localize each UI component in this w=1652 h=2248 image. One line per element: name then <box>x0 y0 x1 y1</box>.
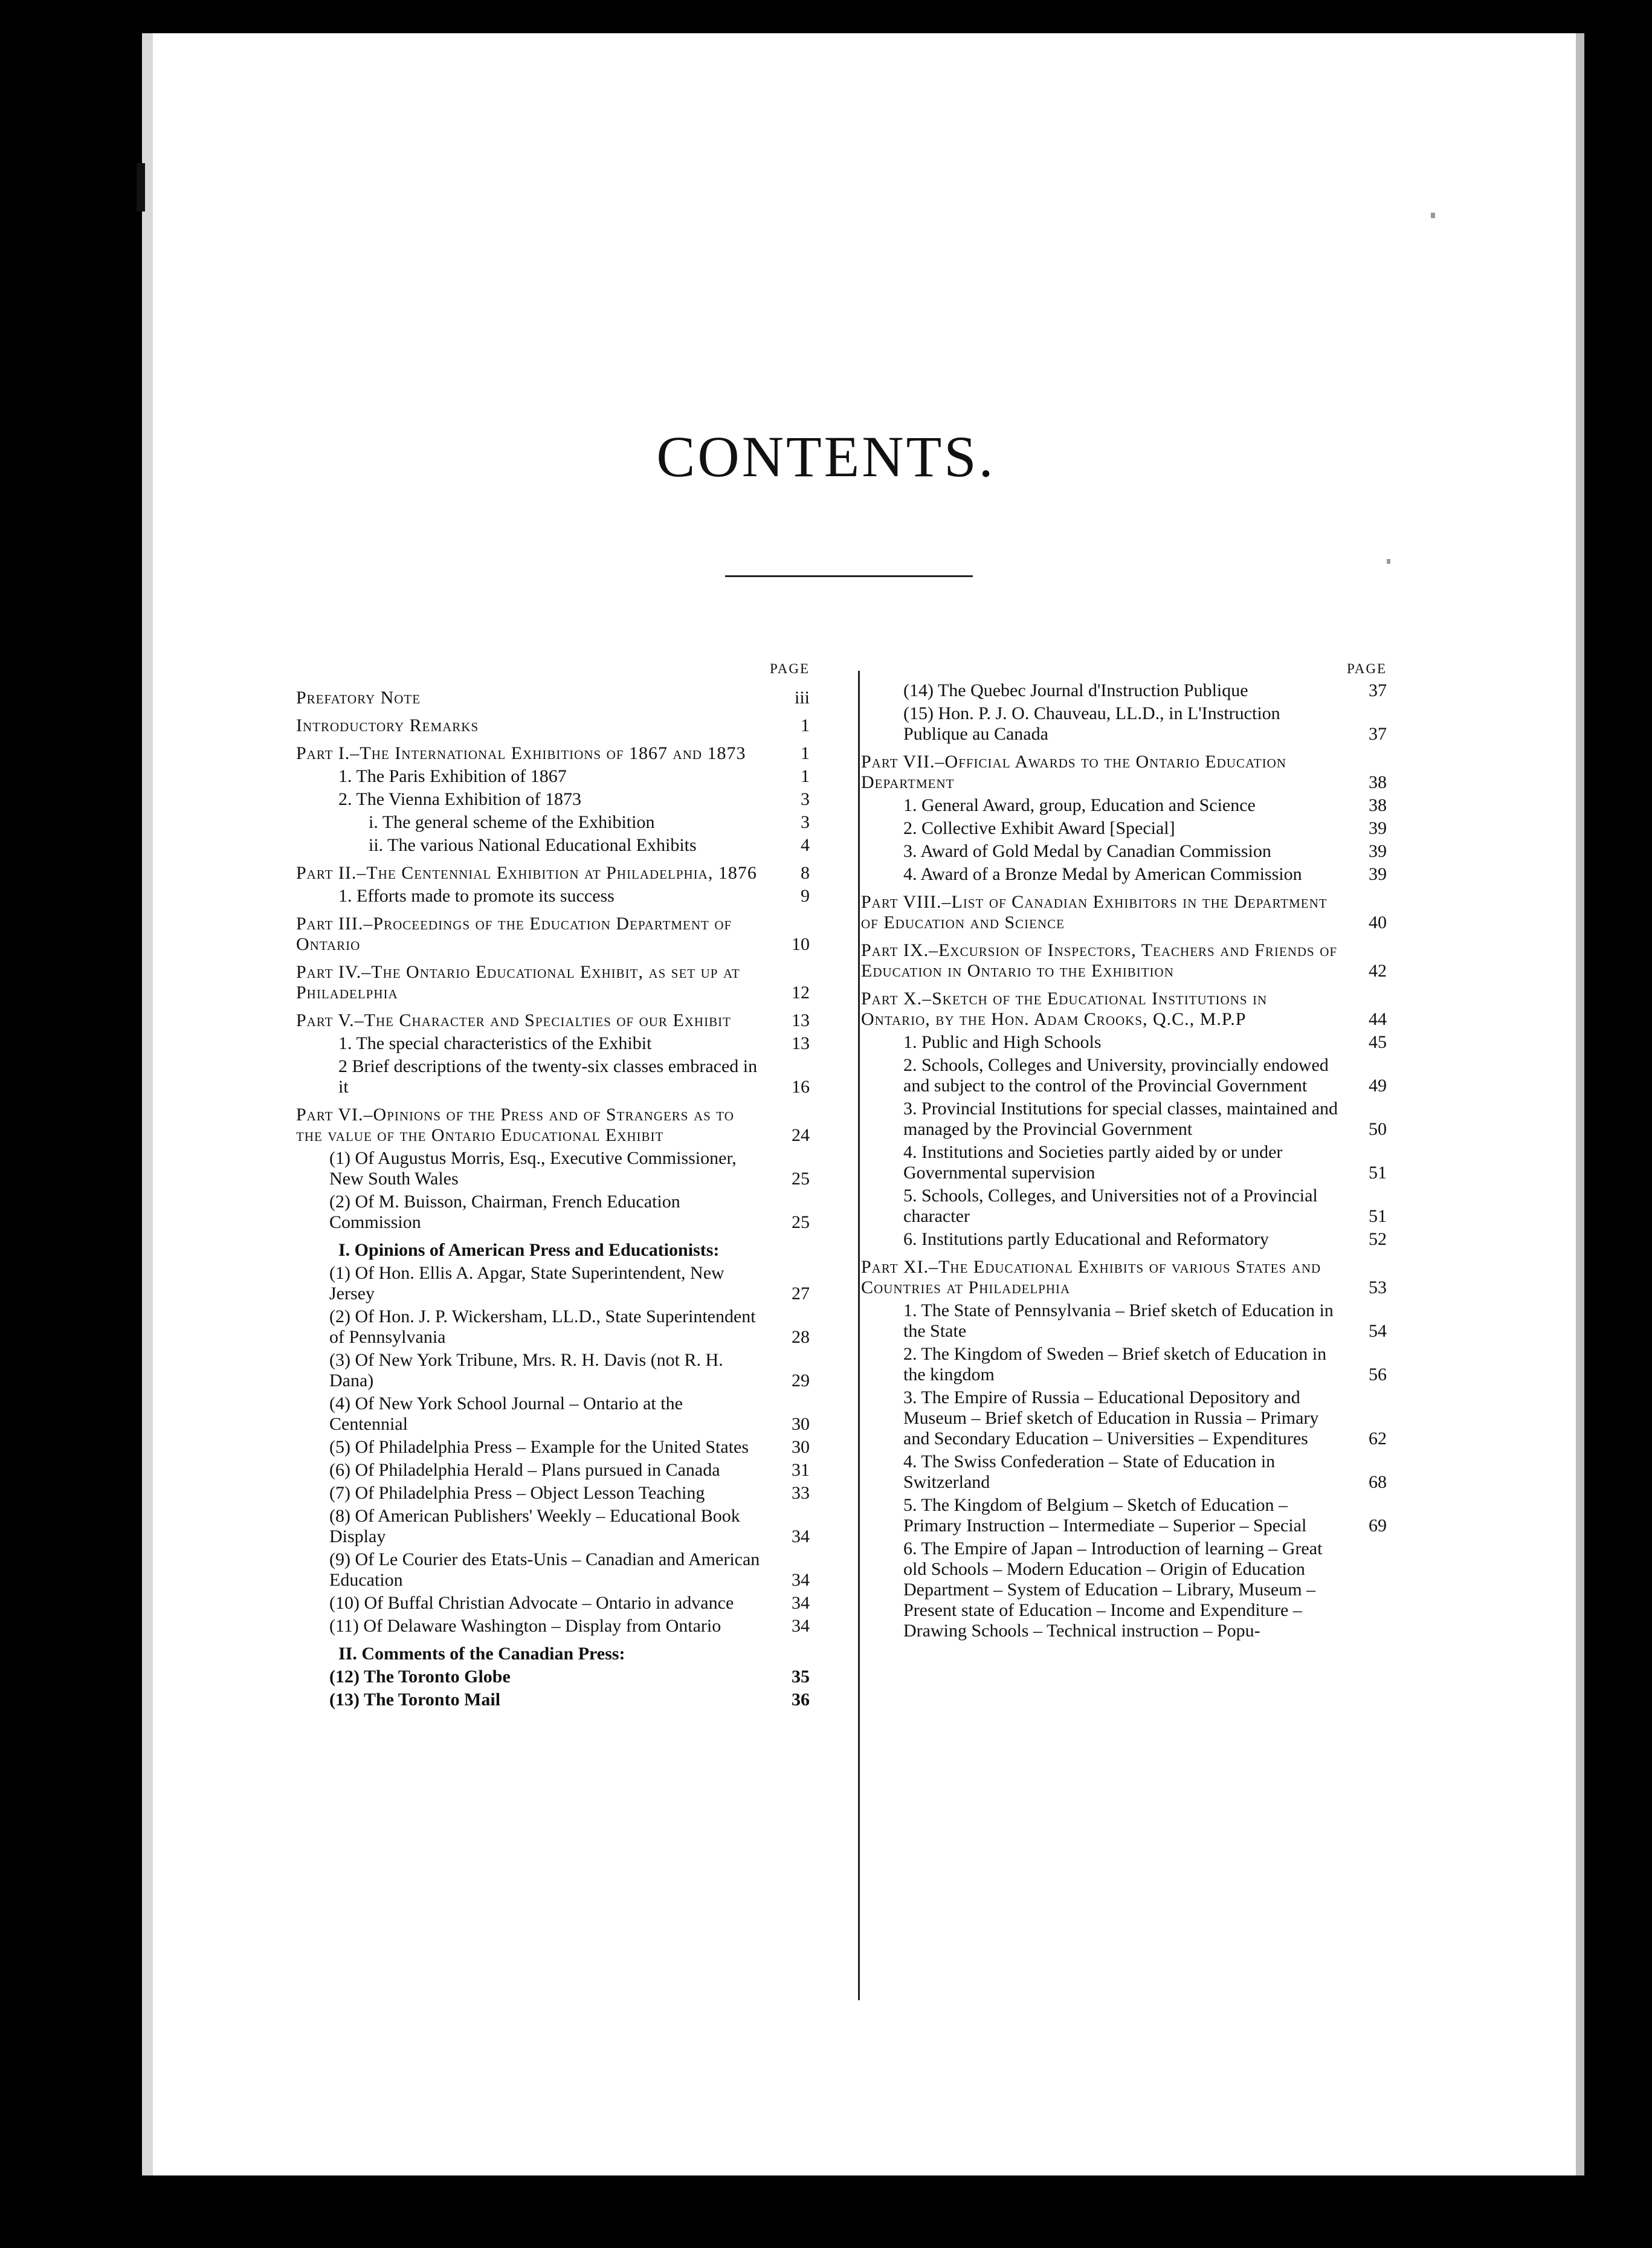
toc-entry <box>296 1056 810 1097</box>
toc-entry <box>861 1055 1387 1096</box>
toc-entry-page: 40 <box>1369 912 1387 932</box>
toc-entry-page: 37 <box>1369 724 1387 744</box>
toc-entry-title: Part VI.–Opinions of the Press and of Strangers as to the value of the Ontario Educational Exhibit <box>296 1105 734 1145</box>
toc-entry-page: 37 <box>1369 680 1387 700</box>
toc-entry <box>861 1257 1387 1298</box>
toc-entry-page: 28 <box>792 1327 810 1347</box>
toc-entry <box>296 962 810 1003</box>
toc-entry-page: 62 <box>1369 1429 1387 1449</box>
toc-entry <box>296 1033 810 1054</box>
toc-entry-title: (8) Of American Publishers' Weekly – Educational Book Display <box>329 1506 740 1546</box>
toc-entry-page: 1 <box>801 766 810 786</box>
toc-entry-page: 4 <box>801 835 810 855</box>
toc-entry-title: I. Opinions of American Press and Educationists: <box>338 1240 720 1260</box>
toc-entry <box>861 1387 1387 1449</box>
scan-artifact <box>137 163 145 212</box>
toc-entry-page: 1 <box>801 743 810 763</box>
toc-entry <box>296 1010 810 1031</box>
contents-left-column <box>296 659 810 1713</box>
toc-entry-page: 24 <box>792 1125 810 1145</box>
toc-entry <box>296 1148 810 1189</box>
toc-entry-page: 25 <box>792 1212 810 1232</box>
toc-entry-page: 3 <box>801 812 810 832</box>
toc-entry-title: 3. The Empire of Russia – Educational Depository and Museum – Brief sketch of Education in Russia – Primary and Secondary Education – Universities – Expenditures <box>903 1387 1319 1449</box>
toc-entry <box>861 1229 1387 1250</box>
toc-entry <box>861 1032 1387 1053</box>
page-spine-shadow <box>142 33 153 2175</box>
contents-right-column <box>861 659 1387 1644</box>
toc-entry <box>296 863 810 883</box>
toc-entry-title: Part X.–Sketch of the Educational Institutions in Ontario, by the Hon. Adam Crooks, Q.C., M.P.P <box>861 989 1268 1029</box>
toc-entry <box>296 1690 810 1710</box>
toc-entry-page: 51 <box>1369 1163 1387 1183</box>
toc-entry-page: 38 <box>1369 795 1387 815</box>
toc-entry-page: 53 <box>1369 1277 1387 1297</box>
scan-artifact <box>1387 559 1390 564</box>
toc-entry-title: i. The general scheme of the Exhibition <box>369 812 655 832</box>
toc-entry <box>861 1495 1387 1536</box>
toc-list-left <box>296 688 810 1710</box>
toc-entry-page: 39 <box>1369 841 1387 861</box>
page-edge-shadow <box>1576 33 1584 2175</box>
toc-entry-title: (1) Of Augustus Morris, Esq., Executive Commissioner, New South Wales <box>329 1148 737 1189</box>
toc-entry-title: (1) Of Hon. Ellis A. Apgar, State Superintendent, New Jersey <box>329 1263 724 1303</box>
toc-entry-title: 1. Efforts made to promote its success <box>338 886 615 906</box>
toc-entry <box>296 1240 810 1261</box>
toc-entry <box>296 1460 810 1481</box>
toc-entry-title: (2) Of Hon. J. P. Wickersham, LL.D., State Superintendent of Pennsylvania <box>329 1306 756 1347</box>
toc-entry <box>296 1350 810 1391</box>
toc-entry-page: 38 <box>1369 772 1387 792</box>
toc-entry <box>861 1452 1387 1493</box>
toc-entry-page: 10 <box>792 934 810 954</box>
page-column-header: PAGE <box>770 661 810 676</box>
toc-entry-title: Part XI.–The Educational Exhibits of various States and Countries at Philadelphia <box>861 1257 1321 1297</box>
toc-entry-title: 6. The Empire of Japan – Introduction of learning – Great old Schools – Modern Education – Origin of Education Department – System of Education – Library, Museum – Present state of Education – Income and Expenditure – Drawing Schools – Technical instruction – Popu- <box>903 1539 1323 1641</box>
toc-entry-page: 30 <box>792 1414 810 1434</box>
toc-entry <box>296 789 810 810</box>
toc-entry <box>296 1667 810 1687</box>
toc-entry-title: 1. Public and High Schools <box>903 1032 1102 1052</box>
toc-entry-page: 12 <box>792 983 810 1003</box>
toc-entry-page: 31 <box>792 1460 810 1480</box>
toc-entry <box>861 818 1387 839</box>
toc-entry-page: 1 <box>801 715 810 735</box>
toc-entry-page: 25 <box>792 1169 810 1189</box>
toc-entry <box>861 1186 1387 1227</box>
toc-entry-title: 2. The Kingdom of Sweden – Brief sketch of Education in the kingdom <box>903 1344 1327 1384</box>
toc-entry <box>861 795 1387 816</box>
toc-entry-page: 34 <box>792 1593 810 1613</box>
toc-entry-title: 4. Institutions and Societies partly aided by or under Governmental supervision <box>903 1142 1283 1183</box>
toc-entry-title: 6. Institutions partly Educational and Reformatory <box>903 1229 1269 1249</box>
toc-entry <box>861 1142 1387 1183</box>
toc-entry-title: Part IV.–The Ontario Educational Exhibit, as set up at Philadelphia <box>296 962 740 1003</box>
toc-entry-page: 34 <box>792 1526 810 1546</box>
toc-entry-title: (3) Of New York Tribune, Mrs. R. H. Davis (not R. H. Dana) <box>329 1350 723 1390</box>
toc-entry <box>861 841 1387 862</box>
toc-entry-title: Part II.–The Centennial Exhibition at Philadelphia, 1876 <box>296 863 757 883</box>
title-rule <box>725 575 973 577</box>
toc-entry-title: 2 Brief descriptions of the twenty-six classes embraced in it <box>338 1056 758 1097</box>
toc-entry-page: 39 <box>1369 864 1387 884</box>
toc-entry <box>861 703 1387 744</box>
toc-entry-title: (2) Of M. Buisson, Chairman, French Education Commission <box>329 1192 680 1232</box>
toc-entry-page: 8 <box>801 863 810 883</box>
toc-entry <box>296 1616 810 1636</box>
toc-entry-title: 1. General Award, group, Education and Science <box>903 795 1256 815</box>
toc-entry-page: 30 <box>792 1437 810 1457</box>
toc-entry-title: Part VIII.–List of Canadian Exhibitors in the Department of Education and Science <box>861 892 1328 932</box>
toc-entry-title: (5) Of Philadelphia Press – Example for the United States <box>329 1437 749 1457</box>
toc-entry <box>296 1263 810 1304</box>
toc-entry <box>861 680 1387 701</box>
toc-entry-page: 68 <box>1369 1472 1387 1492</box>
toc-entry-page: 33 <box>792 1483 810 1503</box>
toc-entry-title: 4. Award of a Bronze Medal by American Commission <box>903 864 1302 884</box>
toc-entry <box>296 766 810 787</box>
toc-entry <box>861 1344 1387 1385</box>
column-divider <box>858 671 860 2000</box>
toc-entry-page: 16 <box>792 1077 810 1097</box>
toc-entry-page: 3 <box>801 789 810 809</box>
toc-entry-title: Part IX.–Excursion of Inspectors, Teachers and Friends of Education in Ontario to the Exhibition <box>861 940 1338 981</box>
toc-entry-title: (6) Of Philadelphia Herald – Plans pursued in Canada <box>329 1460 720 1480</box>
toc-entry <box>296 812 810 833</box>
toc-entry-title: Part V.–The Character and Specialties of our Exhibit <box>296 1010 731 1030</box>
toc-entry-page: 29 <box>792 1371 810 1390</box>
toc-entry-page: 36 <box>792 1690 810 1710</box>
toc-entry-page: 52 <box>1369 1229 1387 1249</box>
toc-entry <box>296 835 810 856</box>
toc-entry-page: 9 <box>801 886 810 906</box>
toc-entry <box>861 1300 1387 1342</box>
toc-entry-title: 1. The Paris Exhibition of 1867 <box>338 766 567 786</box>
toc-entry-title: 2. Collective Exhibit Award [Special] <box>903 818 1175 838</box>
toc-entry-title: (14) The Quebec Journal d'Instruction Publique <box>903 680 1248 700</box>
toc-entry <box>296 1394 810 1435</box>
toc-entry-title: 2. The Vienna Exhibition of 1873 <box>338 789 582 809</box>
toc-entry <box>861 1099 1387 1140</box>
toc-entry-page: 54 <box>1369 1321 1387 1341</box>
toc-entry-title: (12) The Toronto Globe <box>329 1667 511 1687</box>
toc-entry <box>296 886 810 906</box>
toc-entry-title: Part I.–The International Exhibitions of 1867 and 1873 <box>296 743 746 763</box>
toc-entry <box>296 1306 810 1348</box>
toc-entry-title: 2. Schools, Colleges and University, provincially endowed and subject to the control of the Provincial Government <box>903 1055 1329 1096</box>
toc-entry-page: 35 <box>792 1667 810 1687</box>
toc-entry-title: (10) Of Buffal Christian Advocate – Ontario in advance <box>329 1593 734 1613</box>
toc-entry-title: (15) Hon. P. J. O. Chauveau, LL.D., in L'Instruction Publique au Canada <box>903 703 1280 744</box>
toc-entry <box>296 688 810 708</box>
scan-artifact <box>1431 213 1435 218</box>
toc-entry-page: 56 <box>1369 1365 1387 1384</box>
toc-entry-page: 13 <box>792 1010 810 1030</box>
toc-entry-page: 49 <box>1369 1076 1387 1096</box>
toc-entry <box>296 1483 810 1504</box>
toc-entry-title: (11) Of Delaware Washington – Display from Ontario <box>329 1616 721 1636</box>
toc-entry <box>861 892 1387 933</box>
toc-entry-page: 27 <box>792 1284 810 1303</box>
toc-entry <box>296 743 810 764</box>
toc-entry <box>861 989 1387 1030</box>
toc-entry <box>296 1506 810 1547</box>
toc-entry-title: Part VII.–Official Awards to the Ontario Education Department <box>861 752 1286 792</box>
toc-entry-title: 5. Schools, Colleges, and Universities not of a Provincial character <box>903 1186 1318 1226</box>
toc-entry-title: 3. Award of Gold Medal by Canadian Commission <box>903 841 1271 861</box>
toc-entry-page: 50 <box>1369 1119 1387 1139</box>
toc-entry-page: 34 <box>792 1616 810 1636</box>
toc-entry-page: 39 <box>1369 818 1387 838</box>
toc-entry-title: 5. The Kingdom of Belgium – Sketch of Education – Primary Instruction – Intermediate – Superior – Special <box>903 1495 1307 1536</box>
toc-entry <box>296 914 810 955</box>
page-title: CONTENTS. <box>656 424 996 489</box>
toc-entry-title: (4) Of New York School Journal – Ontario at the Centennial <box>329 1394 683 1434</box>
toc-entry <box>296 1437 810 1458</box>
toc-entry-page: 69 <box>1369 1516 1387 1536</box>
toc-entry-title: (13) The Toronto Mail <box>329 1690 501 1710</box>
toc-list-right <box>861 680 1387 1641</box>
toc-entry-title: ii. The various National Educational Exhibits <box>369 835 697 855</box>
toc-entry <box>861 1539 1387 1641</box>
toc-entry-title: II. Comments of the Canadian Press: <box>338 1644 625 1664</box>
toc-entry <box>861 752 1387 793</box>
toc-entry-title: 4. The Swiss Confederation – State of Education in Switzerland <box>903 1452 1276 1492</box>
toc-entry-title: (9) Of Le Courier des Etats-Unis – Canadian and American Education <box>329 1549 760 1590</box>
page-column-header: PAGE <box>1347 661 1387 676</box>
toc-entry-title: Part III.–Proceedings of the Education Department of Ontario <box>296 914 732 954</box>
toc-entry <box>296 1192 810 1233</box>
toc-entry <box>861 940 1387 981</box>
toc-entry <box>296 1549 810 1591</box>
toc-entry-page: 45 <box>1369 1032 1387 1052</box>
toc-entry <box>296 1644 810 1664</box>
toc-entry-title: 1. The special characteristics of the Exhibit <box>338 1033 652 1053</box>
toc-entry-page: 13 <box>792 1033 810 1053</box>
toc-entry-title: 1. The State of Pennsylvania – Brief sketch of Education in the State <box>903 1300 1334 1341</box>
toc-entry-page: 34 <box>792 1570 810 1590</box>
toc-entry-title: (7) Of Philadelphia Press – Object Lesson Teaching <box>329 1483 705 1503</box>
toc-entry-page: 51 <box>1369 1206 1387 1226</box>
toc-entry-title: 3. Provincial Institutions for special classes, maintained and managed by the Provincial Government <box>903 1099 1338 1139</box>
toc-entry <box>296 715 810 736</box>
toc-entry-title: Introductory Remarks <box>296 715 479 735</box>
toc-entry-page: 44 <box>1369 1009 1387 1029</box>
toc-entry <box>861 864 1387 885</box>
toc-entry-page: iii <box>794 688 810 708</box>
toc-entry <box>296 1593 810 1613</box>
toc-entry-title: Prefatory Note <box>296 688 421 708</box>
toc-entry <box>296 1105 810 1146</box>
toc-entry-page: 42 <box>1369 961 1387 981</box>
